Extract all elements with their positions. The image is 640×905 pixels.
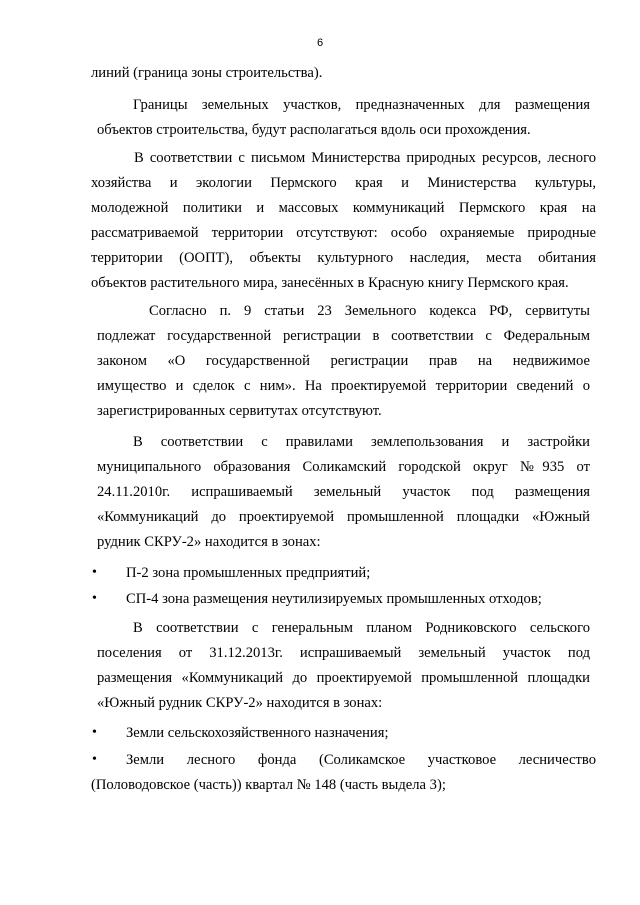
list-item: П-2 зона промышленных предприятий; — [126, 565, 371, 581]
bullet-icon: • — [92, 752, 97, 767]
text-line: «Южный рудник СКРУ-2» находится в зонах: — [97, 695, 383, 711]
text-line: законом «О государственной регистрации прав на недвижимое — [97, 353, 590, 369]
text-line: размещения «Коммуникаций до проектируемой промышленной площадки — [97, 670, 590, 686]
text-line: молодежной политики и массовых коммуникаций Пермского края на — [91, 200, 596, 216]
text-line: «Коммуникаций до проектируемой промышленной площадки «Южный — [97, 509, 590, 525]
list-item: Земли лесного фонда (Соликамское участковое лесничество — [126, 752, 596, 768]
text-line: объектов растительного мира, занесённых в Красную книгу Пермского края. — [91, 275, 569, 291]
text-line: подлежат государственной регистрации в соответствии с Федеральным — [97, 328, 590, 344]
text-line: территории (ООПТ), объекты культурного наследия, места обитания — [91, 250, 596, 266]
text-line: хозяйства и экологии Пермского края и Министерства культуры, — [91, 175, 596, 191]
text-line: Границы земельных участков, предназначенных для размещения — [133, 97, 590, 113]
text-line: зарегистрированных сервитутах отсутствуют. — [97, 403, 382, 419]
text-line: линий (граница зоны строительства). — [91, 65, 323, 81]
text-line: имущество и сделок с ним». На проектируемой территории сведений о — [97, 378, 590, 394]
text-line: В соответствии с письмом Министерства природных ресурсов, лесного — [134, 150, 596, 166]
text-line: рудник СКРУ-2» находится в зонах: — [97, 534, 321, 550]
bullet-icon: • — [92, 725, 97, 740]
text-line: В соответствии с генеральным планом Родниковского сельского — [133, 620, 590, 636]
text-line: объектов строительства, будут располагаться вдоль оси прохождения. — [97, 122, 531, 138]
list-item: СП-4 зона размещения неутилизируемых промышленных отходов; — [126, 591, 542, 607]
text-line: Согласно п. 9 статьи 23 Земельного кодекса РФ, сервитуты — [149, 303, 590, 319]
page-number: 6 — [316, 37, 324, 49]
text-line: (Половодовское (часть)) квартал № 148 (часть выдела 3); — [91, 777, 446, 793]
bullet-icon: • — [92, 565, 97, 580]
text-line: В соответствии с правилами землепользования и застройки — [133, 434, 590, 450]
text-line: муниципального образования Соликамский городской округ №935 от — [97, 459, 590, 475]
text-line: 24.11.2010г. испрашиваемый земельный участок под размещения — [97, 484, 590, 500]
text-line: рассматриваемой территории отсутствуют: особо охраняемые природные — [91, 225, 596, 241]
bullet-icon: • — [92, 591, 97, 606]
list-item: Земли сельскохозяйственного назначения; — [126, 725, 389, 741]
text-line: поселения от 31.12.2013г. испрашиваемый земельный участок под — [97, 645, 590, 661]
